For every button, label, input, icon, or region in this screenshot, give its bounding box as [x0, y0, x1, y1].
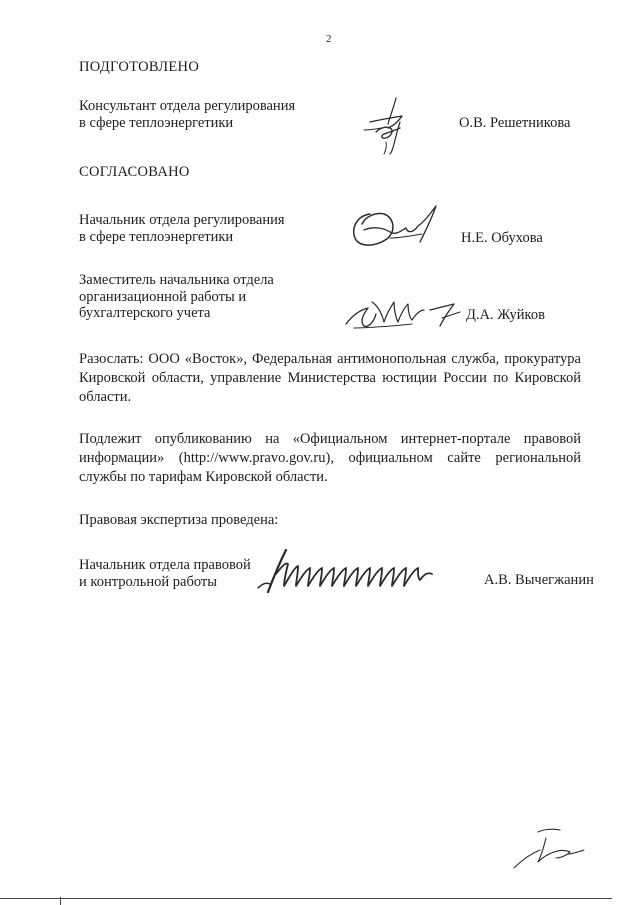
signatory-1-position: Начальник отдела регулирования в сфере теплоэнергетики: [79, 212, 285, 245]
signature-vychegzhanin: [256, 544, 440, 600]
signatory-1-name: Н.Е. Обухова: [461, 230, 543, 246]
publication-paragraph: Подлежит опубликованию на «Официальном интернет-портале правовой информации» (http://www.pravo.gov.ru), официальном сайте региональной службы по тарифам Кировской области.: [79, 431, 581, 485]
footer-rule: [0, 898, 612, 899]
prepared-position: Консультант отдела регулирования в сфере теплоэнергетики: [79, 98, 296, 131]
legal-review-note: Правовая экспертиза проведена:: [79, 512, 279, 528]
signature-obukhova: [344, 200, 444, 256]
prepared-heading: ПОДГОТОВЛЕНО: [79, 59, 200, 75]
signature-reshetnikova: [360, 92, 420, 164]
footer-tick: [60, 897, 61, 905]
legal-review-name: А.В. Вычегжанин: [484, 572, 594, 588]
signatory-2-position: Заместитель начальника отдела организационной работы и бухгалтерского учета: [79, 272, 274, 321]
initials-mark: [508, 826, 588, 874]
prepared-name: О.В. Решетникова: [459, 115, 571, 131]
page-number: 2: [326, 33, 332, 45]
signatory-2-name: Д.А. Жуйков: [466, 307, 545, 323]
signature-zhuikov: [342, 288, 466, 336]
agreed-heading: СОГЛАСОВАНО: [79, 164, 190, 180]
distribution-paragraph: Разослать: ООО «Восток», Федеральная антимонопольная служба, прокуратура Кировской области, управление Министерства юстиции России по Кировской области.: [79, 351, 581, 405]
legal-review-position: Начальник отдела правовой и контрольной работы: [79, 557, 251, 590]
